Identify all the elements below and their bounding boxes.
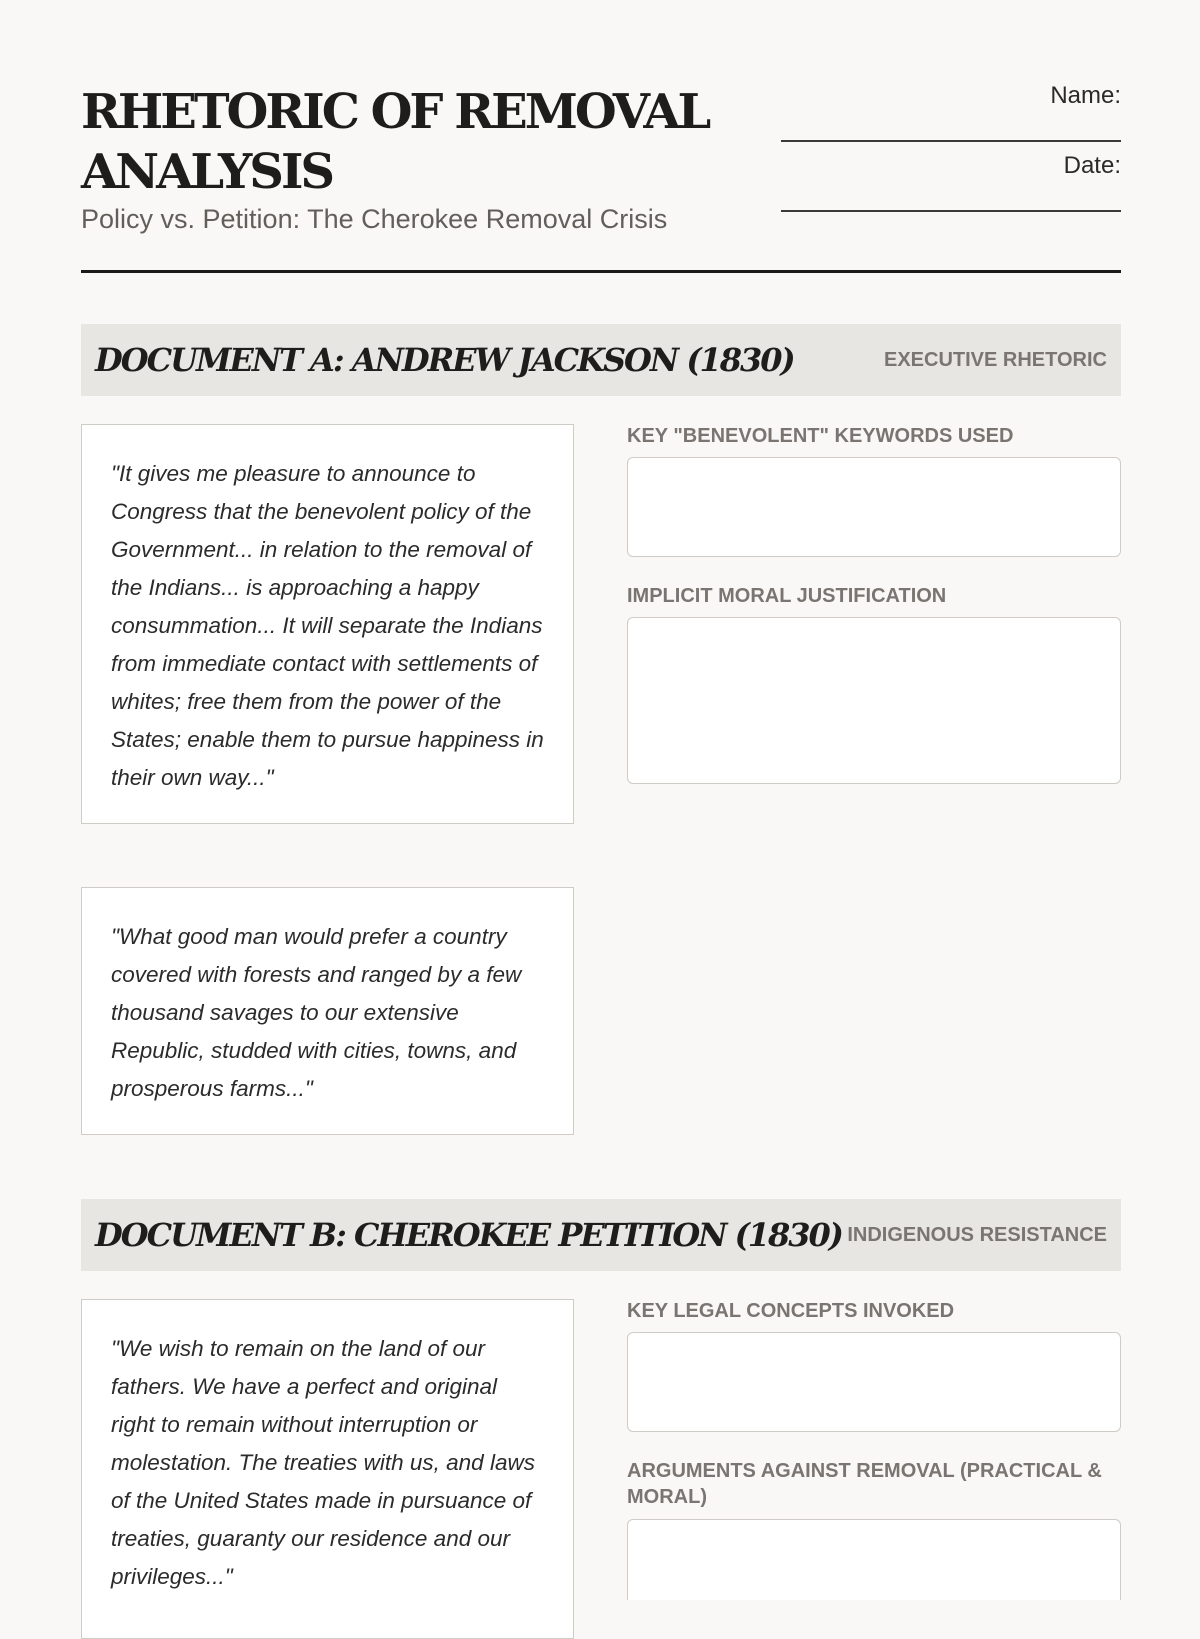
worksheet-page: [81, 0, 1121, 1589]
name-field[interactable]: [781, 110, 1121, 142]
moral-justification-label: IMPLICIT MORAL JUSTIFICATION: [627, 585, 947, 607]
document-b-tag: INDIGENOUS RESISTANCE: [847, 1223, 1107, 1246]
document-a-quote-1: "It gives me pleasure to announce to Congress that the benevolent policy of the Government... in relation to the removal of the Indians... is approaching a happy consummation... It will separate the Indians from immediate contact with settlements of whites; free them from the power of the States; enable them to pursue happiness in their own way...": [81, 424, 574, 824]
moral-justification-input[interactable]: [627, 617, 1121, 784]
document-b-title: DOCUMENT B: CHEROKEE PETITION (1830): [95, 1216, 842, 1254]
document-b-header: [81, 1199, 1121, 1271]
keywords-label: KEY "BENEVOLENT" KEYWORDS USED: [627, 425, 1014, 447]
legal-concepts-input[interactable]: [627, 1332, 1121, 1432]
student-info: [781, 82, 1121, 222]
arguments-input[interactable]: [627, 1519, 1121, 1600]
legal-concepts-label: KEY LEGAL CONCEPTS INVOKED: [627, 1300, 955, 1322]
date-label: Date:: [1063, 152, 1121, 179]
worksheet-header: [81, 0, 1121, 273]
document-a-header: [81, 324, 1121, 396]
keywords-input[interactable]: [627, 457, 1121, 557]
page-subtitle: Policy vs. Petition: The Cherokee Removal Crisis: [81, 204, 668, 234]
document-b-quote-1: "We wish to remain on the land of our fathers. We have a perfect and original right to remain without interruption or molestation. The treaties with us, and laws of the United States made in pursuance of treaties, guaranty our residence and our privileges...": [81, 1299, 574, 1639]
document-a-title: DOCUMENT A: ANDREW JACKSON (1830): [95, 341, 794, 379]
document-a-quote-2: "What good man would prefer a country covered with forests and ranged by a few thousand savages to our extensive Republic, studded with cities, towns, and prosperous farms...": [81, 887, 574, 1135]
arguments-label: ARGUMENTS AGAINST REMOVAL (PRACTICAL & MORAL): [627, 1460, 1102, 1508]
document-a-tag: EXECUTIVE RHETORIC: [884, 348, 1107, 371]
name-label: Name:: [1050, 82, 1121, 109]
page-title: RHETORIC OF REMOVAL ANALYSIS: [81, 84, 709, 200]
date-field[interactable]: [781, 180, 1121, 212]
